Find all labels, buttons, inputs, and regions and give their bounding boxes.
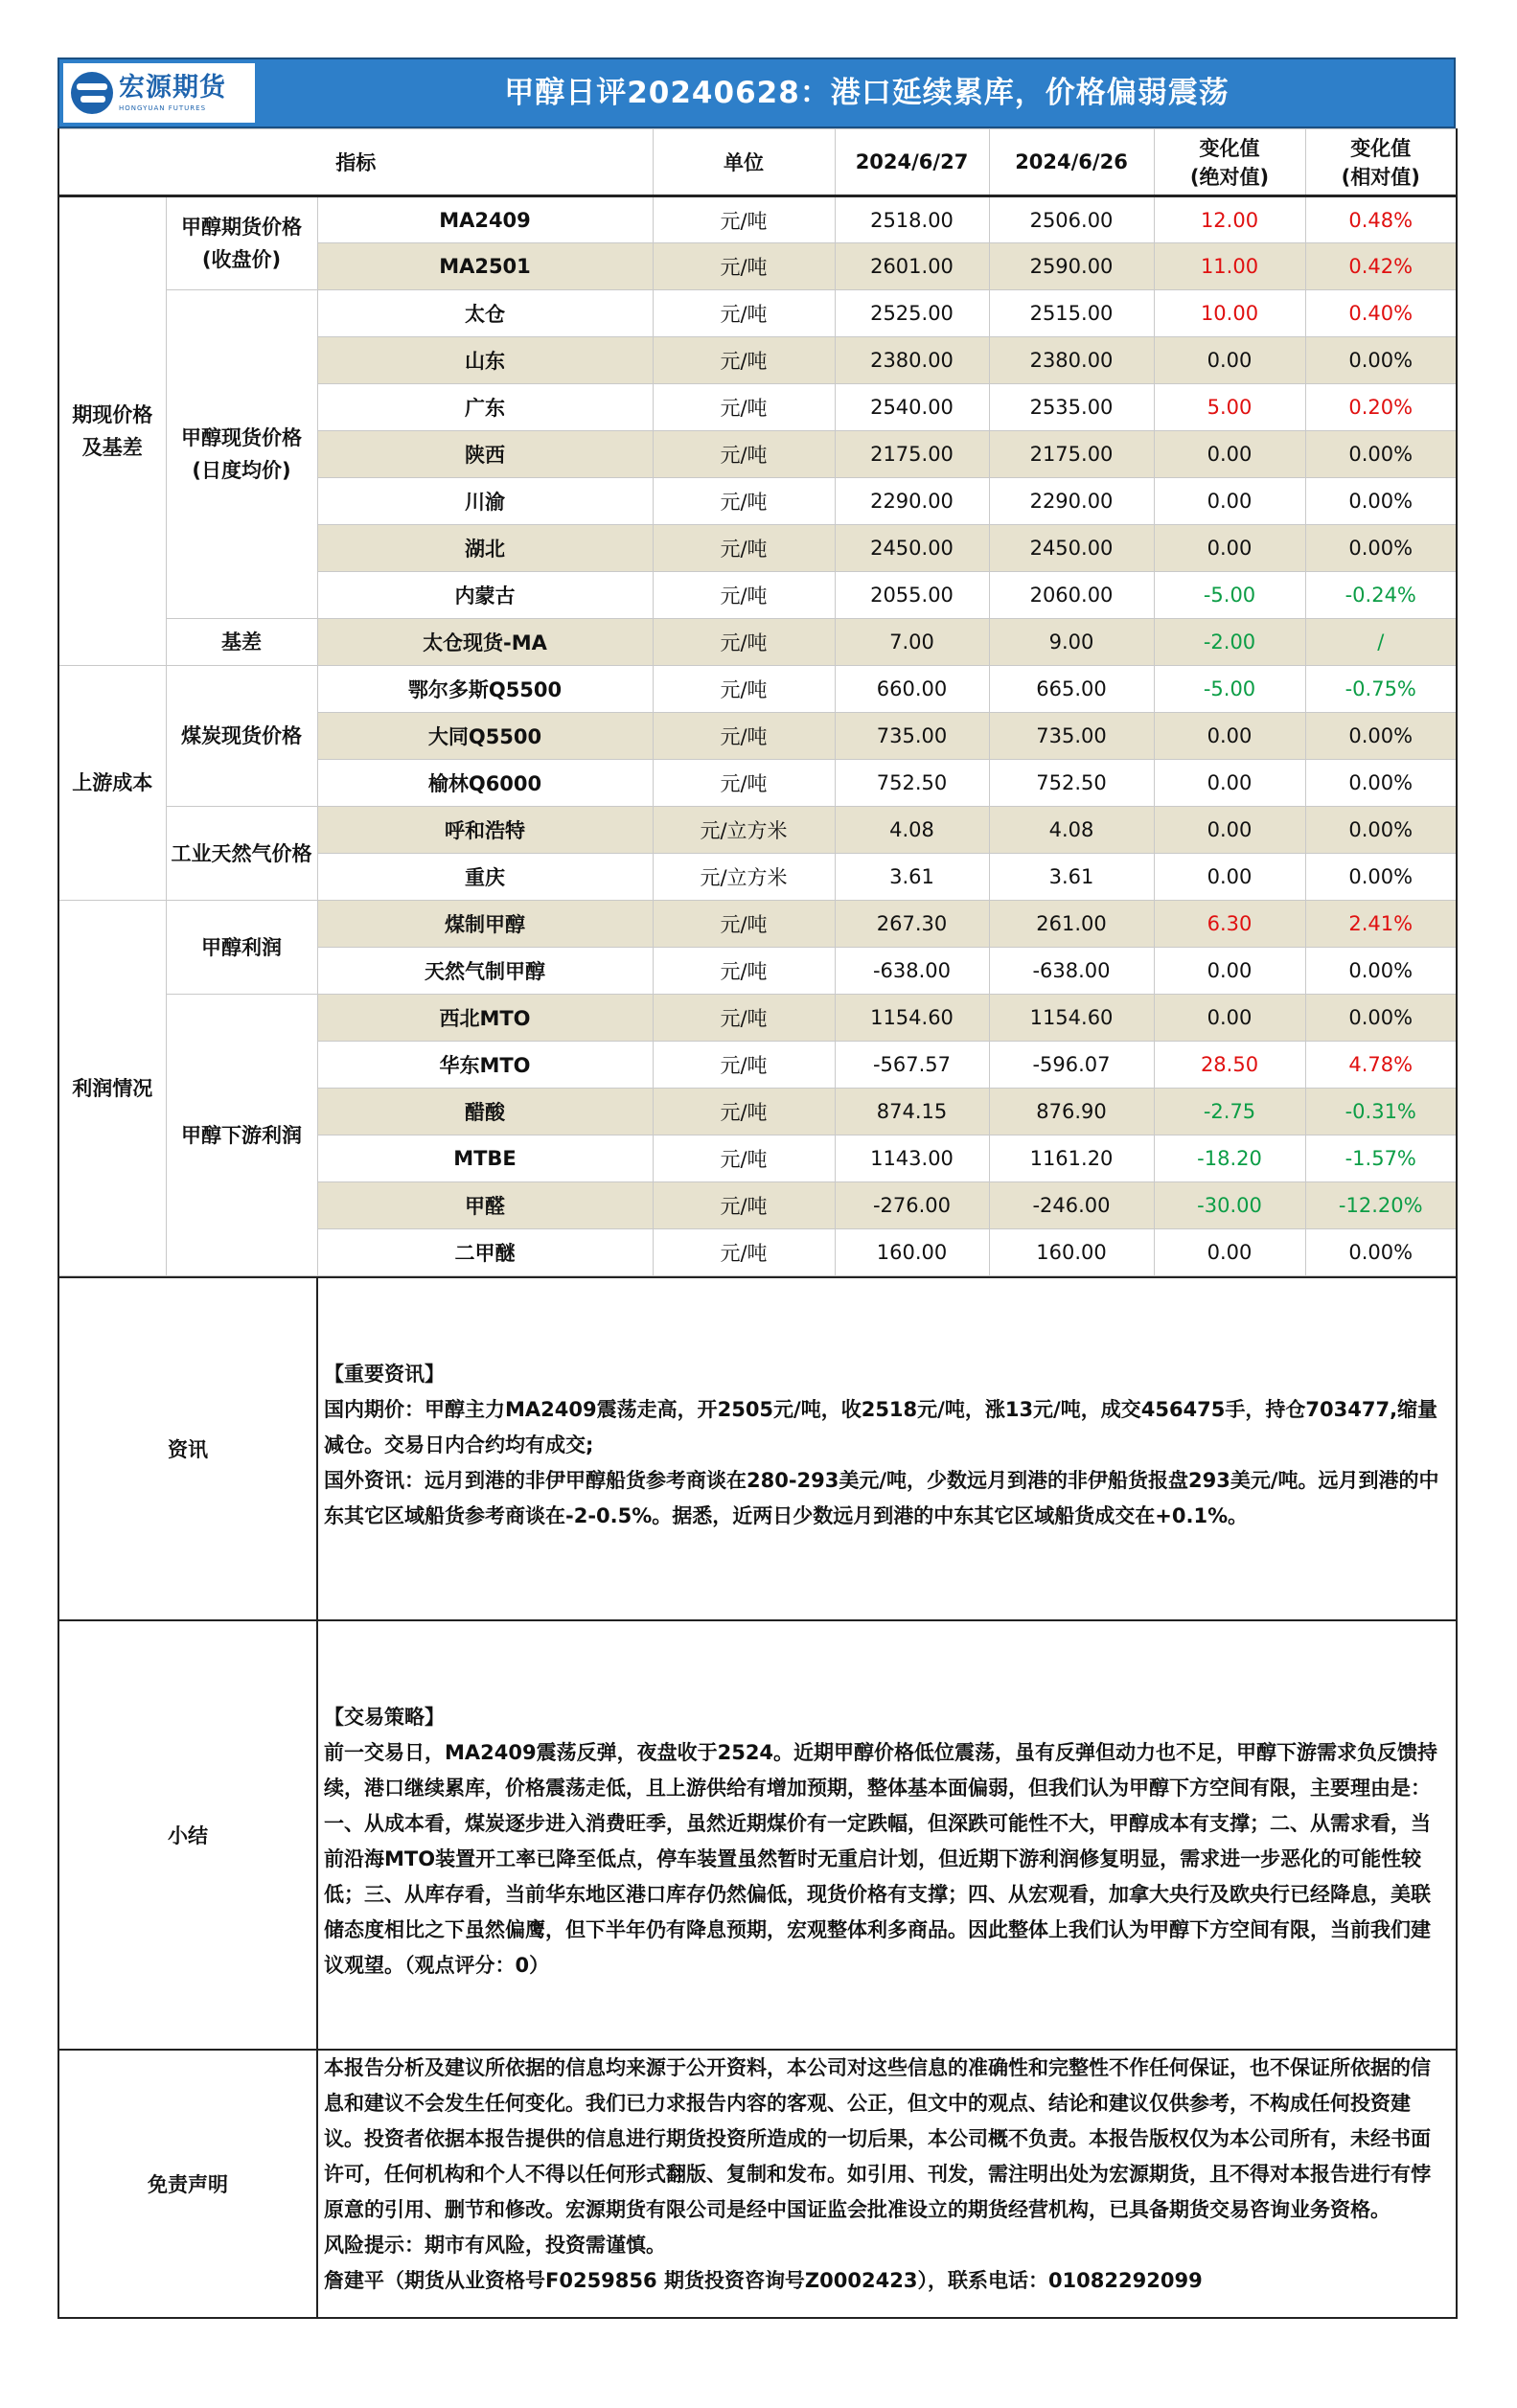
cell-change-abs: -5.00 [1154,666,1305,713]
cell-metric: MA2409 [317,196,653,243]
cell-unit: 元/吨 [653,995,835,1042]
cell-metric: 天然气制甲醇 [317,948,653,995]
cell-metric: 川渝 [317,478,653,525]
cell-date-2: 1154.60 [989,995,1154,1042]
cell-date-2: 9.00 [989,619,1154,666]
cell-date-1: -638.00 [835,948,989,995]
cell-change-rel: 0.00% [1305,478,1457,525]
report [57,57,1456,2319]
cell-change-abs: 0.00 [1154,431,1305,478]
cell-date-2: 2590.00 [989,243,1154,290]
table-header-row [58,129,1457,196]
cell-change-rel: -0.24% [1305,572,1457,619]
cell-unit: 元/吨 [653,1182,835,1229]
cell-unit: 元/吨 [653,1135,835,1182]
table-row [58,995,1457,1042]
cell-change-abs: 0.00 [1154,713,1305,760]
cell-change-abs: 0.00 [1154,807,1305,854]
cell-unit: 元/吨 [653,572,835,619]
cell-change-abs: 0.00 [1154,760,1305,807]
cell-metric: 湖北 [317,525,653,572]
cell-unit: 元/吨 [653,243,835,290]
cell-date-1: 2055.00 [835,572,989,619]
subcategory-downstream: 甲醇下游利润 [166,995,317,1276]
cell-change-rel: 0.00% [1305,713,1457,760]
cell-metric: 醋酸 [317,1089,653,1135]
disclaimer-section [58,2050,1457,2318]
summary-heading: 【交易策略】 [324,1706,445,1729]
cell-change-abs: 5.00 [1154,384,1305,431]
risk-warning: 风险提示：期市有风险，投资需谨慎。 [324,2234,666,2257]
cell-change-rel: 0.00% [1305,995,1457,1042]
table-row [58,666,1457,713]
disclaimer-text: 本报告分析及建议所依据的信息均来源于公开资料，本公司对这些信息的准确性和完整性不作任何保证，也不保证所依据的信息和建议不会发生任何变化。我们已力求报告内容的客观、公正，但文中的观点、结论和建议仅供参考，不构成任何投资建议。投资者依据本报告提供的信息进行期货投资所造成的一切后果，本公司概不负责。本报告版权仅为本公司所有，未经书面许可，任何机构和个人不得以任何形式翻版、复制和发布。如引用、刊发，需注明出处为宏源期货，且不得对本报告进行有悖原意的引用、删节和修改。宏源期货有限公司是经中国证监会批准设立的期货经营机构，已具备期货交易咨询业务资格。 [324,2056,1431,2221]
cell-metric: 广东 [317,384,653,431]
cell-change-rel: 0.00% [1305,525,1457,572]
cell-change-rel: 0.00% [1305,1229,1457,1276]
cell-change-rel: 0.00% [1305,760,1457,807]
cell-change-abs: 11.00 [1154,243,1305,290]
cell-date-2: 3.61 [989,854,1154,901]
cell-metric: 太仓现货-MA [317,619,653,666]
summary-label: 小结 [58,1620,317,2050]
cell-date-1: -276.00 [835,1182,989,1229]
cell-date-2: 2535.00 [989,384,1154,431]
logo-name: 宏源期货 [119,73,226,103]
col-header-metric: 指标 [58,129,653,196]
cell-date-1: 3.61 [835,854,989,901]
cell-change-rel: 0.00% [1305,807,1457,854]
news-section [58,1277,1457,1620]
cell-unit: 元/吨 [653,666,835,713]
table-row [58,901,1457,948]
cell-unit: 元/吨 [653,525,835,572]
cell-date-1: 7.00 [835,619,989,666]
cell-date-2: -638.00 [989,948,1154,995]
cell-date-2: 2380.00 [989,337,1154,384]
cell-date-2: 2060.00 [989,572,1154,619]
subcategory-gas: 工业天然气价格 [166,807,317,901]
cell-change-abs: -2.00 [1154,619,1305,666]
category-profit: 利润情况 [58,901,166,1276]
cell-unit: 元/吨 [653,337,835,384]
cell-unit: 元/吨 [653,384,835,431]
cell-change-abs: 0.00 [1154,478,1305,525]
cell-change-rel: 0.00% [1305,431,1457,478]
col-header-change-abs: 变化值 (绝对值) [1154,129,1305,196]
cell-date-1: -567.57 [835,1042,989,1089]
cell-unit: 元/吨 [653,901,835,948]
cell-unit: 元/立方米 [653,854,835,901]
cell-date-1: 2540.00 [835,384,989,431]
disclaimer-body [317,2050,1457,2318]
table-row [58,290,1457,337]
col-header-unit: 单位 [653,129,835,196]
cell-change-abs: 12.00 [1154,196,1305,243]
cell-date-1: 267.30 [835,901,989,948]
cell-change-rel: 0.00% [1305,854,1457,901]
cell-date-2: -246.00 [989,1182,1154,1229]
summary-body [317,1620,1457,2050]
cell-change-rel: -0.75% [1305,666,1457,713]
cell-date-2: 2515.00 [989,290,1154,337]
cell-change-abs: -30.00 [1154,1182,1305,1229]
news-domestic: 国内期价：甲醇主力MA2409震荡走高，开2505元/吨，收2518元/吨，涨13元/吨，成交456475手，持仓703477,缩量减仓。交易日内合约均有成交; [324,1398,1438,1456]
cell-date-2: 752.50 [989,760,1154,807]
cell-unit: 元/吨 [653,196,835,243]
cell-unit: 元/吨 [653,948,835,995]
cell-change-abs: 28.50 [1154,1042,1305,1089]
cell-date-2: 2175.00 [989,431,1154,478]
cell-change-abs: 0.00 [1154,948,1305,995]
price-table [57,128,1458,1276]
subcategory-mprofit: 甲醇利润 [166,901,317,995]
news-label: 资讯 [58,1277,317,1620]
cell-metric: 陕西 [317,431,653,478]
table-row [58,619,1457,666]
category-price: 期现价格 及基差 [58,196,166,666]
category-upstream: 上游成本 [58,666,166,901]
cell-date-1: 2175.00 [835,431,989,478]
cell-unit: 元/立方米 [653,807,835,854]
subcategory-spot: 甲醇现货价格 (日度均价) [166,290,317,619]
col-header-date-1: 2024/6/27 [835,129,989,196]
cell-metric: 二甲醚 [317,1229,653,1276]
col-header-date-2: 2024/6/26 [989,129,1154,196]
cell-date-1: 2518.00 [835,196,989,243]
cell-date-2: 2450.00 [989,525,1154,572]
disclaimer-label: 免责声明 [58,2050,317,2318]
cell-metric: 大同Q5500 [317,713,653,760]
cell-metric: 西北MTO [317,995,653,1042]
cell-date-1: 2601.00 [835,243,989,290]
cell-unit: 元/吨 [653,1089,835,1135]
summary-text: 前一交易日，MA2409震荡反弹，夜盘收于2524。近期甲醇价格低位震荡，虽有反弹但动力也不足，甲醇下游需求负反馈持续，港口继续累库，价格震荡走低，且上游供给有增加预期，整体基本面偏弱，但我们认为甲醇下方空间有限，主要理由是：一、从成本看，煤炭逐步进入消费旺季，虽然近期煤价有一定跌幅，但深跌可能性不大，甲醇成本有支撑；二、从需求看，当前沿海MTO装置开工率已降至低点，停车装置虽然暂时无重启计划，但近期下游利润修复明显，需求进一步恶化的可能性较低；三、从库存看，当前华东地区港口库存仍然偏低，现货价格有支撑；四、从宏观看，加拿大央行及欧央行已经降息，美联储态度相比之下虽然偏鹰，但下半年仍有降息预期，宏观整体利多商品。因此整体上我们认为甲醇下方空间有限，当前我们建议观望。（观点评分：0） [324,1741,1438,1977]
subcategory-basis: 基差 [166,619,317,666]
cell-change-rel: -12.20% [1305,1182,1457,1229]
cell-date-1: 660.00 [835,666,989,713]
cell-change-rel: / [1305,619,1457,666]
cell-change-abs: 0.00 [1154,525,1305,572]
cell-unit: 元/吨 [653,1229,835,1276]
cell-date-1: 874.15 [835,1089,989,1135]
cell-date-1: 1143.00 [835,1135,989,1182]
notes-table [57,1276,1458,2319]
cell-unit: 元/吨 [653,290,835,337]
subcategory-futures: 甲醇期货价格 (收盘价) [166,196,317,290]
cell-date-1: 2290.00 [835,478,989,525]
company-logo [63,63,255,123]
cell-date-2: -596.07 [989,1042,1154,1089]
cell-metric: MA2501 [317,243,653,290]
table-row [58,196,1457,243]
cell-change-rel: 0.00% [1305,337,1457,384]
cell-date-1: 2380.00 [835,337,989,384]
cell-unit: 元/吨 [653,1042,835,1089]
news-foreign: 国外资讯：远月到港的非伊甲醇船货参考商谈在280-293美元/吨，少数远月到港的非伊船货报盘293美元/吨。远月到港的中东其它区域船货参考商谈在-2-0.5%。据悉，近两日少数远月到港的中东其它区域船货成交在+0.1%。 [324,1469,1439,1527]
title-bar [57,57,1456,128]
cell-metric: 呼和浩特 [317,807,653,854]
analyst-contact: 詹建平（期货从业资格号F0259856 期货投资咨询号Z0002423），联系电话：01082292099 [324,2269,1203,2292]
news-heading: 【重要资讯】 [324,1363,445,1386]
cell-date-2: 4.08 [989,807,1154,854]
cell-change-rel: 4.78% [1305,1042,1457,1089]
logo-icon [71,72,113,114]
cell-unit: 元/吨 [653,760,835,807]
cell-metric: 甲醛 [317,1182,653,1229]
cell-change-abs: -5.00 [1154,572,1305,619]
cell-change-rel: -1.57% [1305,1135,1457,1182]
cell-metric: 鄂尔多斯Q5500 [317,666,653,713]
cell-change-abs: 0.00 [1154,337,1305,384]
cell-date-1: 1154.60 [835,995,989,1042]
cell-unit: 元/吨 [653,713,835,760]
cell-change-abs: 0.00 [1154,995,1305,1042]
cell-change-abs: -2.75 [1154,1089,1305,1135]
cell-change-abs: -18.20 [1154,1135,1305,1182]
cell-unit: 元/吨 [653,431,835,478]
cell-change-rel: 2.41% [1305,901,1457,948]
cell-change-abs: 10.00 [1154,290,1305,337]
cell-date-2: 2506.00 [989,196,1154,243]
cell-unit: 元/吨 [653,478,835,525]
cell-change-rel: 0.00% [1305,948,1457,995]
subcategory-coal: 煤炭现货价格 [166,666,317,807]
cell-metric: 山东 [317,337,653,384]
cell-date-1: 2525.00 [835,290,989,337]
cell-date-2: 2290.00 [989,478,1154,525]
cell-metric: 煤制甲醇 [317,901,653,948]
cell-date-2: 735.00 [989,713,1154,760]
cell-date-2: 261.00 [989,901,1154,948]
cell-date-2: 160.00 [989,1229,1154,1276]
cell-metric: 榆林Q6000 [317,760,653,807]
cell-date-2: 665.00 [989,666,1154,713]
cell-date-1: 752.50 [835,760,989,807]
summary-section [58,1620,1457,2050]
table-row [58,807,1457,854]
cell-metric: 华东MTO [317,1042,653,1089]
cell-date-1: 2450.00 [835,525,989,572]
cell-date-2: 1161.20 [989,1135,1154,1182]
logo-english: HONGYUAN FUTURES [119,104,207,112]
cell-date-1: 735.00 [835,713,989,760]
report-title: 甲醇日评20240628：港口延续累库，价格偏弱震荡 [504,76,1230,110]
col-header-change-rel: 变化值 (相对值) [1305,129,1457,196]
cell-date-1: 4.08 [835,807,989,854]
news-body [317,1277,1457,1620]
cell-metric: 太仓 [317,290,653,337]
cell-change-rel: 0.48% [1305,196,1457,243]
cell-metric: 内蒙古 [317,572,653,619]
cell-metric: 重庆 [317,854,653,901]
cell-metric: MTBE [317,1135,653,1182]
cell-change-abs: 0.00 [1154,1229,1305,1276]
cell-change-rel: 0.40% [1305,290,1457,337]
cell-change-rel: -0.31% [1305,1089,1457,1135]
cell-change-rel: 0.42% [1305,243,1457,290]
cell-change-rel: 0.20% [1305,384,1457,431]
cell-date-2: 876.90 [989,1089,1154,1135]
cell-change-abs: 6.30 [1154,901,1305,948]
cell-unit: 元/吨 [653,619,835,666]
cell-date-1: 160.00 [835,1229,989,1276]
cell-change-abs: 0.00 [1154,854,1305,901]
